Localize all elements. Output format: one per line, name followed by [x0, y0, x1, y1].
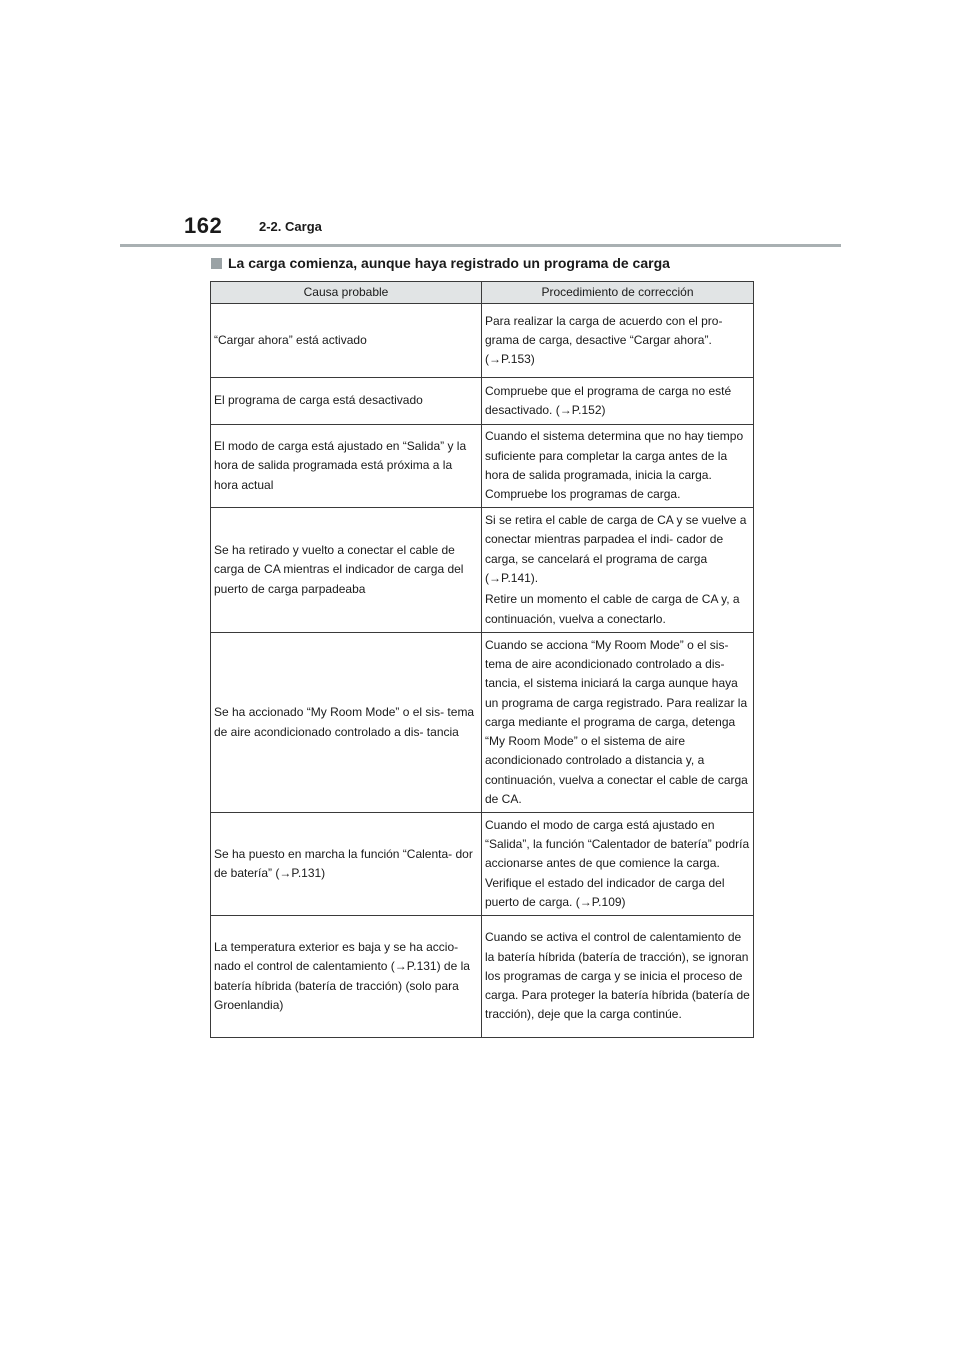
- fix-text: Cuando se acciona “My Room Mode” o el sis- tema de aire acondicionado controlado a dis- tancia, el sistema iniciará la carga aunque haya un programa de carga registrado. Para realizar la carga mediante el programa de carga, detenga “My Room Mode” o el sistema de aire acondicionado controlado a distancia y, a continuación, vuelva a conectar el cable de carga de CA.: [485, 637, 748, 807]
- cause-cell: [211, 378, 482, 425]
- subsection-heading-text: La carga comienza, aunque haya registrado un programa de carga: [228, 255, 670, 271]
- cause-text: Se ha puesto en marcha la función “Calenta- dor de batería” (→P.131): [214, 846, 473, 880]
- table-row: [211, 425, 754, 508]
- fix-cell: [482, 304, 754, 378]
- cause-cell: [211, 304, 482, 378]
- troubleshooting-table: [210, 281, 754, 1038]
- fix-cell: [482, 916, 754, 1038]
- cause-text: Se ha accionado “My Room Mode” o el sis- tema de aire acondicionado controlado a dis- tancia: [214, 705, 475, 739]
- subsection-heading: [211, 255, 670, 271]
- cause-cell: [211, 813, 482, 916]
- section-title: 2-2. Carga: [259, 219, 322, 234]
- fix-text: Cuando se activa el control de calentamiento de la batería híbrida (batería de tracción), se ignoran los programas de carga y se inicia el proceso de carga. Para proteger la batería híbrida (batería de tracción), deje que la carga continúe.: [485, 930, 750, 1022]
- table-row: [211, 813, 754, 916]
- cause-cell: [211, 633, 482, 813]
- cause-cell: [211, 916, 482, 1038]
- cause-text: El modo de carga está ajustado en “Salida” y la hora de salida programada está próxima a la hora actual: [214, 439, 467, 492]
- fix-cell: [482, 633, 754, 813]
- cause-text: La temperatura exterior es baja y se ha accio- nado el control de calentamiento (→P.131) de la batería híbrida (batería de tracción) (solo para Groenlandia): [214, 939, 470, 1012]
- column-header-fix: Procedimiento de corrección: [482, 282, 754, 304]
- fix-text: Cuando el sistema determina que no hay tiempo suficiente para completar la carga antes de la hora de salida programada, inicia la carga. Compruebe los programas de carga.: [485, 429, 744, 502]
- page-number: 162: [184, 213, 223, 238]
- fix-text: Para realizar la carga de acuerdo con el pro- grama de carga, desactive “Cargar ahora”. (→P.153): [485, 313, 723, 367]
- header-divider: [120, 244, 841, 247]
- column-header-cause: Causa probable: [211, 282, 482, 304]
- fix-text: Si se retira el cable de carga de CA y se vuelve a conectar mientras parpadea el indi- cador de carga, se cancelará el programa de carga (→P.141).: [485, 513, 747, 585]
- table-row: [211, 633, 754, 813]
- fix-cell: [482, 508, 754, 633]
- cause-text: “Cargar ahora” está activado: [214, 332, 367, 347]
- cause-text: El programa de carga está desactivado: [214, 393, 423, 408]
- cause-cell: [211, 425, 482, 508]
- fix-cell: [482, 425, 754, 508]
- fix-text: Retire un momento el cable de carga de CA y, a continuación, vuelva a conectarlo.: [485, 592, 740, 626]
- fix-cell: [482, 378, 754, 425]
- table-row: [211, 304, 754, 378]
- fix-cell: [482, 813, 754, 916]
- table-row: [211, 378, 754, 425]
- table-header-row: [211, 282, 754, 304]
- fix-text: Compruebe que el programa de carga no esté desactivado. (→P.152): [485, 383, 732, 417]
- cause-cell: [211, 508, 482, 633]
- fix-text: Cuando el modo de carga está ajustado en “Salida”, la función “Calentador de batería” podría accionarse antes de que comience la carga. Verifique el estado del indicador de carga del puerto de carga. (→P.109): [485, 817, 750, 909]
- table-row: [211, 508, 754, 633]
- table-row: [211, 916, 754, 1038]
- cause-text: Se ha retirado y vuelto a conectar el cable de carga de CA mientras el indicador de carga del puerto de carga parpadeaba: [214, 543, 464, 596]
- square-bullet-icon: [211, 258, 222, 269]
